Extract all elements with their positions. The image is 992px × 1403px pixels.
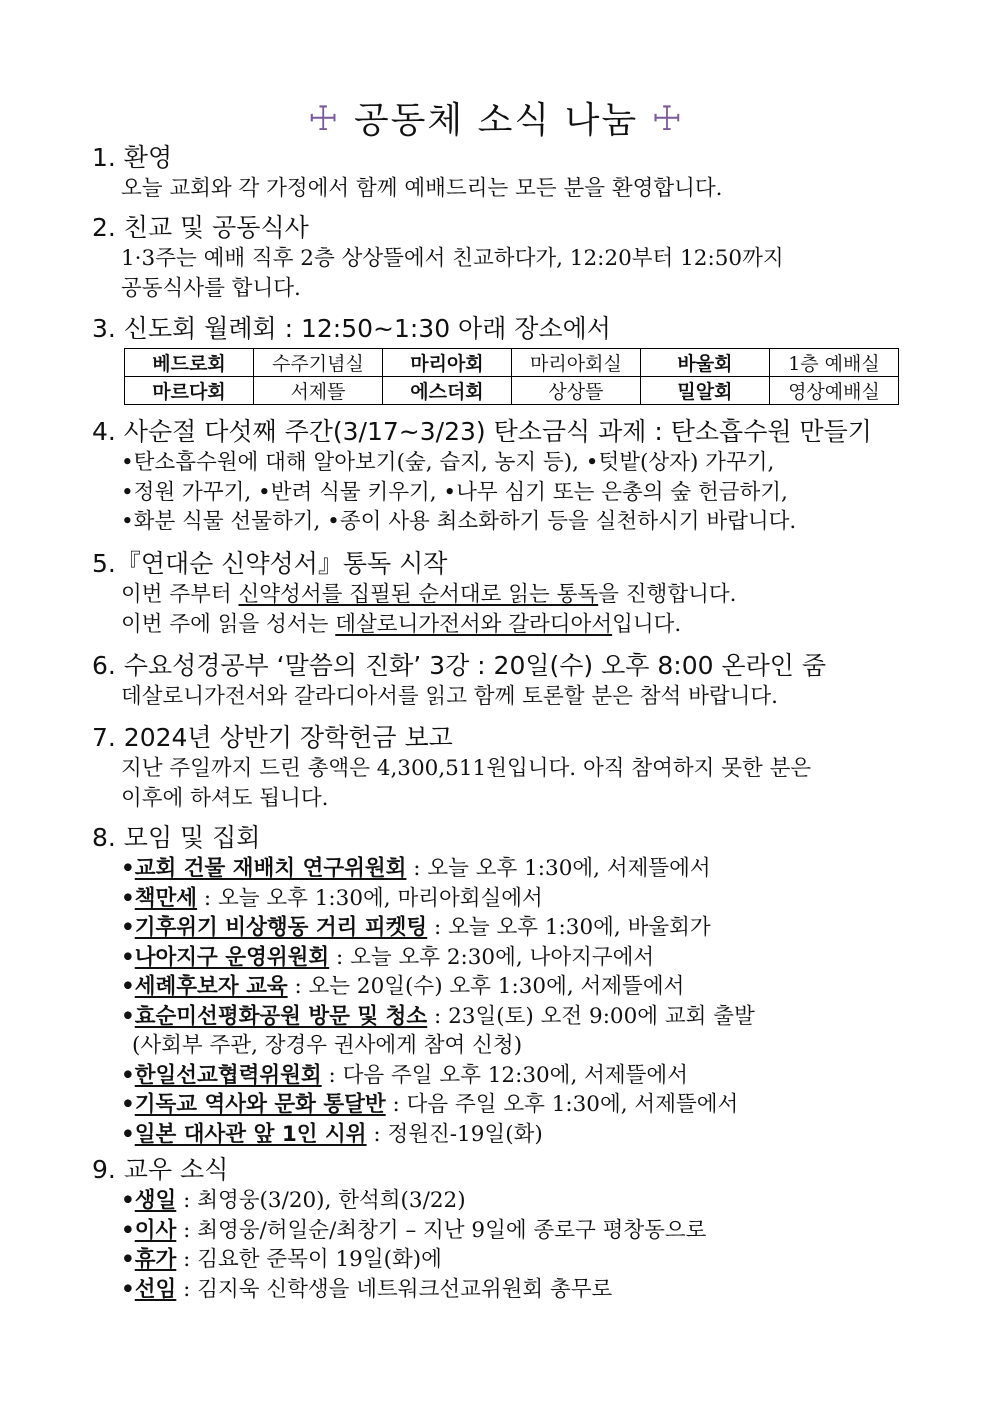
text-part: 입니다. [612, 611, 682, 637]
section-text: •정원 가꾸기, •반려 식물 키우기, •나무 심기 또는 은총의 숲 헌금하기, [121, 479, 788, 505]
section-text: 오늘 교회와 각 가정에서 함께 예배드리는 모든 분을 환영합니다. [121, 176, 723, 201]
section-welcome [92, 142, 912, 204]
table-cell: 상상뜰 [511, 377, 640, 405]
table-cell: 밀알회 [640, 377, 769, 405]
bullet: • [121, 1217, 135, 1243]
cross-left-icon: ☩ [307, 99, 341, 139]
item-text: : 오늘 오후 1:30에, 마리아회실에서 [197, 885, 543, 911]
section-heading: 3. 신도회 월례회 : 12:50~1:30 아래 장소에서 [92, 314, 611, 343]
item-name: 교회 건물 재배치 연구위원회 [134, 856, 407, 881]
section-text: 데살로니가전서와 갈라디아서를 읽고 함께 토론할 분은 참석 바랍니다. [121, 684, 778, 709]
section-heading: 9. 교우 소식 [92, 1155, 229, 1184]
text-part: 이번 주에 읽을 성서는 [121, 611, 336, 637]
list-item [92, 1245, 912, 1275]
title-text: 공동체 소식 나눔 [353, 100, 639, 141]
list-item [92, 972, 912, 1002]
bullet: • [121, 1121, 135, 1147]
table-cell: 서제뜰 [253, 377, 382, 405]
section-text: 지난 주일까지 드린 총액은 4,300,511원입니다. 아직 참여하지 못한 분은 [121, 756, 812, 781]
item-name: 이사 [134, 1217, 177, 1243]
list-item [92, 1216, 912, 1246]
bullet: • [121, 1247, 135, 1272]
section-bible-reading [92, 548, 912, 639]
item-text: : 오늘 오후 2:30에, 나아지구에서 [329, 944, 655, 970]
item-text: : 23일(토) 오전 9:00에 교회 출발 [427, 1003, 755, 1029]
list-item [92, 1061, 912, 1091]
table-cell: 베드로회 [125, 349, 254, 377]
section-text [92, 610, 912, 640]
bullet: • [121, 1276, 135, 1302]
section-monthly-meeting [92, 313, 912, 345]
table-cell: 수주기념실 [253, 349, 382, 377]
item-text: : 오늘 오후 1:30에, 바울회가 [427, 915, 711, 940]
list-item [92, 1090, 912, 1120]
bullet: • [121, 944, 135, 970]
item-text: : 정원진-19일(화) [366, 1121, 543, 1147]
item-name: 나아지구 운영위원회 [134, 944, 330, 970]
list-item [92, 1002, 912, 1032]
table-cell: 마르다회 [125, 377, 254, 405]
item-text: : 김지욱 신학생을 네트워크선교위원회 총무로 [176, 1276, 613, 1302]
section-text: •탄소흡수원에 대해 알아보기(숲, 습지, 농지 등), •텃밭(상자) 가꾸기, [121, 450, 775, 475]
list-item [92, 1186, 912, 1216]
item-name: 휴가 [134, 1247, 177, 1272]
list-item [92, 854, 912, 884]
bullet: • [121, 885, 135, 911]
item-name: 생일 [134, 1188, 177, 1213]
text-part: 을 진행합니다. [598, 582, 737, 607]
section-text: •화분 식물 선물하기, •종이 사용 최소화하기 등을 실천하시기 바랍니다. [121, 509, 797, 534]
item-text: : 오늘 오후 1:30에, 서제뜰에서 [406, 856, 711, 881]
section-heading: 5.『연대순 신약성서』통독 시작 [92, 549, 448, 578]
section-text [92, 580, 912, 610]
item-name: 책만세 [134, 885, 198, 911]
list-item [92, 1275, 912, 1305]
bullet: • [121, 974, 135, 999]
section-heading: 7. 2024년 상반기 장학헌금 보고 [92, 723, 453, 752]
table-cell: 1층 예배실 [769, 349, 898, 377]
item-name: 일본 대사관 앞 1인 시위 [134, 1121, 367, 1147]
item-name: 기독교 역사와 문화 통달반 [134, 1092, 386, 1117]
section-heading: 4. 사순절 다섯째 주간(3/17~3/23) 탄소금식 과제 : 탄소흡수원 만들기 [92, 417, 872, 446]
underlined-text: 데살로니가전서와 갈라디아서 [335, 611, 613, 637]
table-cell: 에스더회 [382, 377, 511, 405]
bullet: • [121, 915, 135, 940]
section-heading: 8. 모임 및 집회 [92, 823, 261, 852]
section-fellowship [92, 212, 912, 303]
section-text: 이후에 하셔도 됩니다. [121, 785, 329, 811]
item-name: 기후위기 비상행동 거리 피켓팅 [134, 915, 428, 940]
item-text: : 최영웅(3/20), 한석희(3/22) [176, 1188, 466, 1213]
bullet: • [121, 1188, 135, 1213]
table-cell: 마리아회 [382, 349, 511, 377]
bullet: • [121, 1003, 135, 1029]
section-heading: 6. 수요성경공부 ‘말씀의 진화’ 3강 : 20일(수) 오후 8:00 온라인 줌 [92, 651, 827, 680]
list-item [92, 913, 912, 943]
list-item [92, 943, 912, 973]
table-row [125, 377, 899, 405]
table-cell: 영상예배실 [769, 377, 898, 405]
bullet: • [121, 1092, 135, 1117]
section-lent-task [92, 416, 912, 537]
cross-right-icon: ☩ [651, 99, 685, 139]
list-item [92, 1120, 912, 1150]
underlined-text: 신약성서를 집필된 순서대로 읽는 통독 [238, 582, 599, 607]
section-scholarship [92, 722, 912, 813]
item-name: 한일선교협력위원회 [134, 1062, 322, 1088]
page-title [0, 92, 992, 143]
item-text: : 김요한 준목이 19일(화)에 [176, 1247, 442, 1272]
item-text: : 오는 20일(수) 오후 1:30에, 서제뜰에서 [287, 974, 685, 999]
item-text: : 다음 주일 오후 12:30에, 서제뜰에서 [321, 1062, 688, 1088]
table-row [125, 349, 899, 377]
item-text: : 최영웅/허일순/최창기 – 지난 9일에 종로구 평창동으로 [176, 1217, 707, 1243]
section-meetings [92, 822, 912, 1149]
section-heading: 2. 친교 및 공동식사 [92, 213, 309, 242]
table-cell: 마리아회실 [511, 349, 640, 377]
section-heading: 1. 환영 [92, 143, 173, 172]
list-item-note: (사회부 주관, 장경우 권사에게 참여 신청) [132, 1033, 523, 1058]
table-cell: 바울회 [640, 349, 769, 377]
meeting-place-table [124, 348, 899, 405]
section-member-news [92, 1154, 912, 1304]
section-bible-study [92, 650, 912, 712]
text-part: 이번 주부터 [121, 582, 239, 607]
item-name: 세례후보자 교육 [134, 974, 288, 999]
item-name: 효순미선평화공원 방문 및 청소 [134, 1003, 428, 1029]
section-text: 1·3주는 예배 직후 2층 상상뜰에서 친교하다가, 12:20부터 12:50까지 [121, 246, 784, 271]
item-name: 선임 [134, 1276, 177, 1302]
item-text: : 다음 주일 오후 1:30에, 서제뜰에서 [385, 1092, 739, 1117]
list-item [92, 884, 912, 914]
section-text: 공동식사를 합니다. [121, 275, 301, 301]
bullet: • [121, 856, 135, 881]
bullet: • [121, 1062, 135, 1088]
